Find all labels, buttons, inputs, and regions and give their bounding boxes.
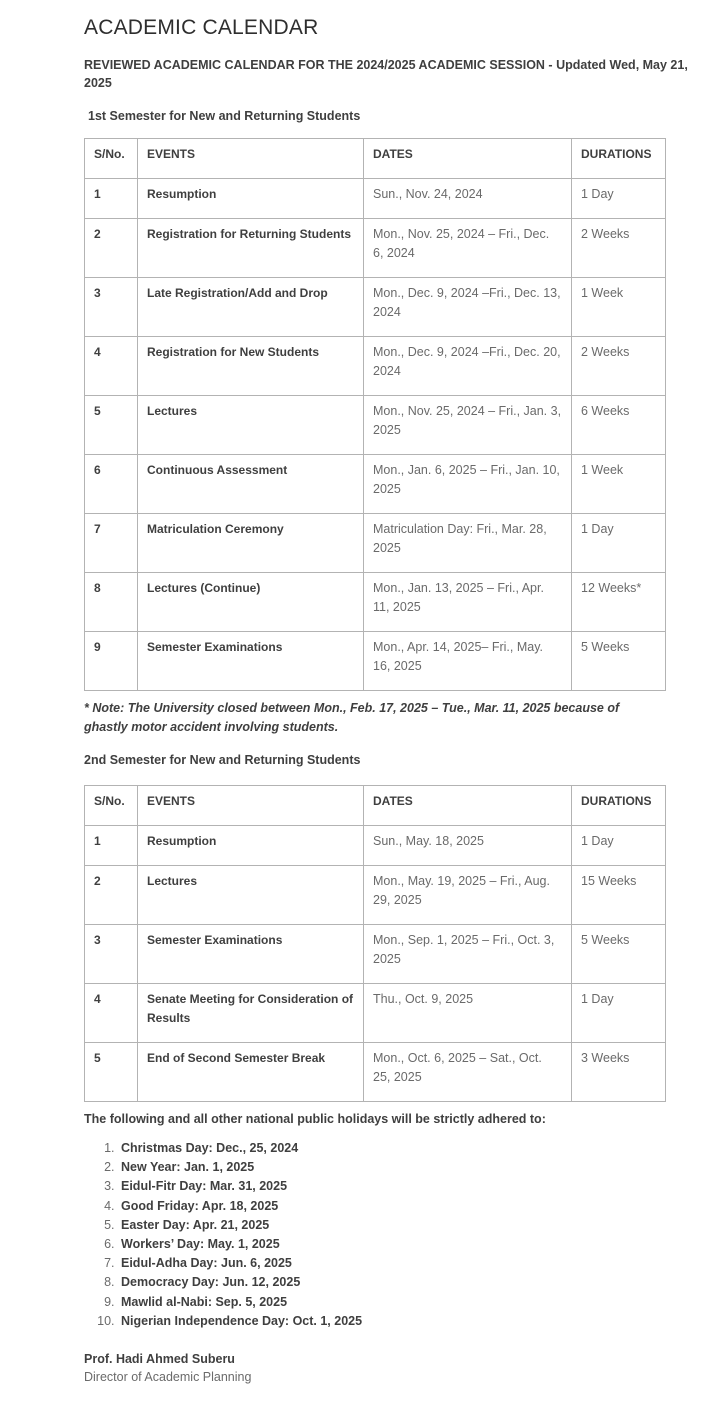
cell-sno: 2 <box>85 219 138 278</box>
cell-sno: 8 <box>85 573 138 632</box>
holiday-item-text: Eidul-Fitr Day: Mar. 31, 2025 <box>121 1179 288 1194</box>
cell-dates: Sun., Nov. 24, 2024 <box>364 179 572 219</box>
table-header-row <box>85 786 666 826</box>
holiday-item <box>118 1197 665 1216</box>
column-header-durations: DURATIONS <box>572 786 666 826</box>
holiday-item <box>118 1158 665 1177</box>
holiday-item-text: Easter Day: Apr. 21, 2025 <box>121 1217 270 1232</box>
table-row <box>85 1043 666 1102</box>
cell-event: Resumption <box>138 826 364 866</box>
cell-duration: 1 Day <box>572 984 666 1043</box>
cell-dates: Mon., Jan. 13, 2025 – Fri., Apr. 11, 2025 <box>364 573 572 632</box>
cell-sno: 3 <box>85 278 138 337</box>
cell-sno: 3 <box>85 925 138 984</box>
table-row <box>85 573 666 632</box>
semester2-table <box>84 785 666 1102</box>
table-row <box>85 337 666 396</box>
cell-event: Registration for New Students <box>138 337 364 396</box>
cell-sno: 1 <box>85 179 138 219</box>
cell-duration: 2 Weeks <box>572 337 666 396</box>
cell-sno: 7 <box>85 514 138 573</box>
cell-event: Lectures <box>138 396 364 455</box>
cell-dates: Mon., Nov. 25, 2024 – Fri., Dec. 6, 2024 <box>364 219 572 278</box>
table-row <box>85 278 666 337</box>
cell-duration: 1 Week <box>572 278 666 337</box>
cell-dates: Thu., Oct. 9, 2025 <box>364 984 572 1043</box>
cell-event: End of Second Semester Break <box>138 1043 364 1102</box>
table-row <box>85 632 666 691</box>
cell-event: Semester Examinations <box>138 632 364 691</box>
cell-event: Lectures <box>138 866 364 925</box>
holiday-item-text: Christmas Day: Dec., 25, 2024 <box>121 1141 299 1155</box>
cell-event: Matriculation Ceremony <box>138 514 364 573</box>
holiday-item-text: Democracy Day: Jun. 12, 2025 <box>121 1275 301 1290</box>
cell-event: Resumption <box>138 179 364 219</box>
holiday-item <box>118 1139 665 1158</box>
table-row <box>85 984 666 1043</box>
cell-sno: 4 <box>85 984 138 1043</box>
column-header-sno: S/No. <box>85 139 138 179</box>
column-header-sno: S/No. <box>85 786 138 826</box>
table-header-row <box>85 139 666 179</box>
cell-duration: 1 Day <box>572 179 666 219</box>
column-header-dates: DATES <box>364 139 572 179</box>
cell-duration: 15 Weeks <box>572 866 666 925</box>
column-header-events: EVENTS <box>138 139 364 179</box>
cell-duration: 5 Weeks <box>572 925 666 984</box>
calendar-subtitle: REVIEWED ACADEMIC CALENDAR FOR THE 2024/2025 ACADEMIC SESSION - Updated Wed, May 21, 2025 <box>84 58 688 90</box>
table-row <box>85 396 666 455</box>
holiday-item <box>118 1254 665 1273</box>
holiday-item <box>118 1312 665 1331</box>
closure-note: * Note: The University closed between Mon., Feb. 17, 2025 – Tue., Mar. 11, 2025 because of ghastly motor accident involving students. <box>84 701 620 734</box>
holidays-intro: The following and all other national public holidays will be strictly adhered to: <box>84 1112 546 1126</box>
cell-dates: Mon., Dec. 9, 2024 –Fri., Dec. 20, 2024 <box>364 337 572 396</box>
cell-dates: Mon., Dec. 9, 2024 –Fri., Dec. 13, 2024 <box>364 278 572 337</box>
cell-dates: Mon., Oct. 6, 2025 – Sat., Oct. 25, 2025 <box>364 1043 572 1102</box>
holiday-item-text: Workers’ Day: May. 1, 2025 <box>121 1237 280 1252</box>
holiday-item <box>118 1293 665 1312</box>
holiday-item-text: New Year: Jan. 1, 2025 <box>121 1160 255 1175</box>
table-row <box>85 925 666 984</box>
holiday-item <box>118 1273 665 1292</box>
holiday-item <box>118 1216 665 1235</box>
table-row <box>85 455 666 514</box>
table-row <box>85 219 666 278</box>
cell-event: Registration for Returning Students <box>138 219 364 278</box>
cell-event: Senate Meeting for Consideration of Results <box>138 984 364 1043</box>
cell-dates: Matriculation Day: Fri., Mar. 28, 2025 <box>364 514 572 573</box>
holiday-item <box>118 1177 665 1196</box>
cell-dates: Mon., Apr. 14, 2025– Fri., May. 16, 2025 <box>364 632 572 691</box>
cell-dates: Sun., May. 18, 2025 <box>364 826 572 866</box>
column-header-dates: DATES <box>364 786 572 826</box>
cell-duration: 3 Weeks <box>572 1043 666 1102</box>
table-row <box>85 514 666 573</box>
column-header-events: EVENTS <box>138 786 364 826</box>
semester1-heading: 1st Semester for New and Returning Students <box>88 109 361 123</box>
cell-sno: 5 <box>85 396 138 455</box>
cell-duration: 1 Day <box>572 514 666 573</box>
table-row <box>85 179 666 219</box>
holiday-item-text: Good Friday: Apr. 18, 2025 <box>121 1198 279 1213</box>
table-row <box>85 826 666 866</box>
semester2-heading: 2nd Semester for New and Returning Students <box>84 753 361 767</box>
cell-sno: 6 <box>85 455 138 514</box>
signatory-role: Director of Academic Planning <box>84 1370 252 1385</box>
cell-dates: Mon., Jan. 6, 2025 – Fri., Jan. 10, 2025 <box>364 455 572 514</box>
column-header-durations: DURATIONS <box>572 139 666 179</box>
cell-sno: 1 <box>85 826 138 866</box>
cell-dates: Mon., May. 19, 2025 – Fri., Aug. 29, 2025 <box>364 866 572 925</box>
cell-duration: 1 Day <box>572 826 666 866</box>
cell-sno: 5 <box>85 1043 138 1102</box>
semester1-table <box>84 138 666 691</box>
holiday-item-text: Eidul-Adha Day: Jun. 6, 2025 <box>121 1256 292 1271</box>
cell-sno: 9 <box>85 632 138 691</box>
holiday-item-text: Mawlid al-Nabi: Sep. 5, 2025 <box>121 1294 288 1309</box>
signatory-name: Prof. Hadi Ahmed Suberu <box>84 1352 235 1367</box>
cell-duration: 5 Weeks <box>572 632 666 691</box>
cell-event: Late Registration/Add and Drop <box>138 278 364 337</box>
cell-dates: Mon., Nov. 25, 2024 – Fri., Jan. 3, 2025 <box>364 396 572 455</box>
cell-event: Lectures (Continue) <box>138 573 364 632</box>
cell-sno: 4 <box>85 337 138 396</box>
table-row <box>85 866 666 925</box>
cell-sno: 2 <box>85 866 138 925</box>
cell-event: Semester Examinations <box>138 925 364 984</box>
holidays-list <box>84 1139 665 1331</box>
cell-event: Continuous Assessment <box>138 455 364 514</box>
cell-duration: 6 Weeks <box>572 396 666 455</box>
holiday-item <box>118 1235 665 1254</box>
page-title: ACADEMIC CALENDAR <box>84 16 319 39</box>
cell-duration: 12 Weeks* <box>572 573 666 632</box>
holiday-item-text: Nigerian Independence Day: Oct. 1, 2025 <box>121 1313 363 1328</box>
cell-duration: 1 Week <box>572 455 666 514</box>
cell-dates: Mon., Sep. 1, 2025 – Fri., Oct. 3, 2025 <box>364 925 572 984</box>
cell-duration: 2 Weeks <box>572 219 666 278</box>
